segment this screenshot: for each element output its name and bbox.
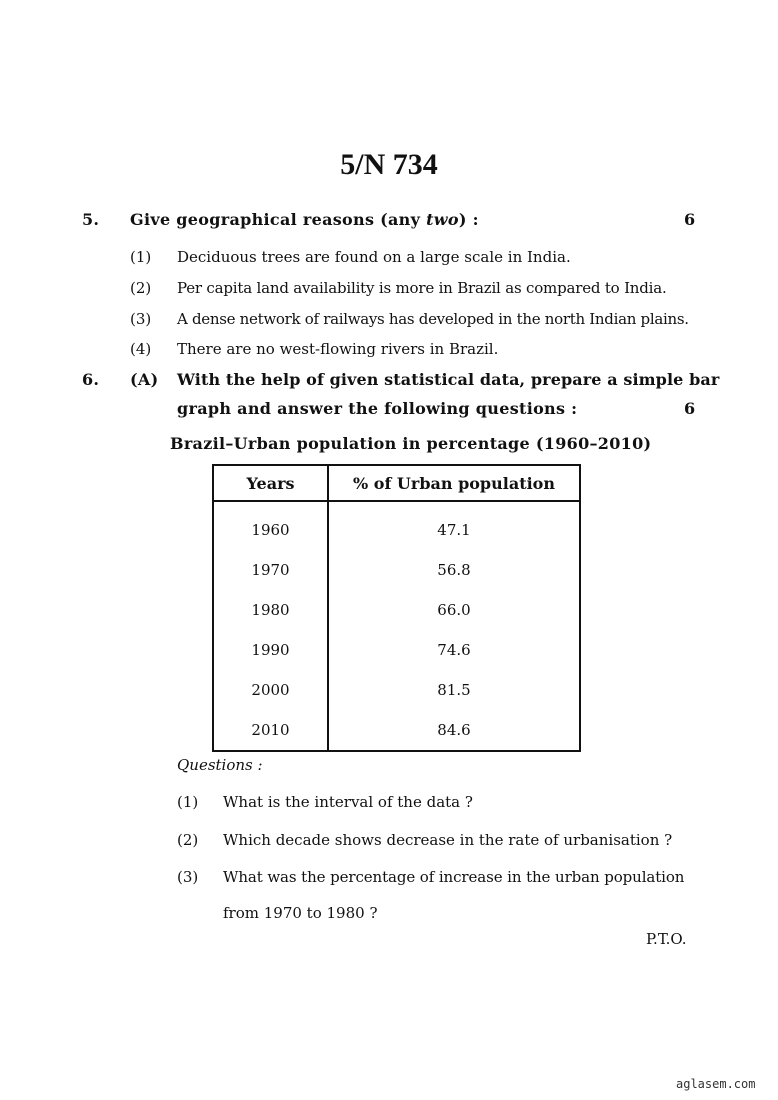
urban-population-table [212,464,581,752]
question-6-line2: graph and answer the following questions : [177,399,578,418]
question-6-line1: With the help of given statistical data, prepare a simple bar [177,370,720,389]
table-cell-value: 84.6 [328,710,580,751]
table-cell-value: 66.0 [328,590,580,630]
question-6-number: 6. [82,370,100,389]
table-cell-value: 47.1 [328,501,580,550]
q5-item-number: (3) [130,310,152,328]
q5-item-number: (1) [130,248,152,266]
table-header-percentage: % of Urban population [328,465,580,501]
q5-item-text: A dense network of railways has developed in the north Indian plains. [177,310,689,328]
table-cell-value: 56.8 [328,550,580,590]
q6-question-number: (2) [177,831,199,849]
question-5-prompt-em: two [426,210,459,229]
table-cell-year: 2010 [213,710,328,751]
table-row [213,501,580,550]
table-row [213,670,580,710]
table-cell-year: 1990 [213,630,328,670]
table-cell-year: 2000 [213,670,328,710]
page-title: 5/N 734 [340,148,438,181]
q6-question-number: (1) [177,793,199,811]
table-header-years: Years [213,465,328,501]
table-row [213,590,580,630]
table-cell-year: 1980 [213,590,328,630]
table-row [213,550,580,590]
pto-note: P.T.O. [646,930,687,948]
q6-question-text: What is the interval of the data ? [223,793,473,811]
question-5-marks: 6 [684,210,696,229]
q6-question-number: (3) [177,868,199,886]
q5-item-number: (4) [130,340,152,358]
question-6-marks: 6 [684,399,696,418]
q6-question-text: Which decade shows decrease in the rate of urbanisation ? [223,831,673,849]
table-cell-value: 74.6 [328,630,580,670]
q5-item-text: Per capita land availability is more in Brazil as compared to India. [177,279,667,297]
question-5-prompt-post: ) : [458,210,479,229]
table-title: Brazil–Urban population in percentage (1960–2010) [170,434,652,453]
q5-item-text: There are no west-flowing rivers in Brazil. [177,340,499,358]
table-cell-year: 1970 [213,550,328,590]
q5-item-text: Deciduous trees are found on a large scale in India. [177,248,571,266]
questions-label: Questions : [177,756,263,774]
q5-item-number: (2) [130,279,152,297]
question-5-prompt [130,210,479,229]
q6-question-text-continued: from 1970 to 1980 ? [223,904,378,922]
table-row [213,710,580,751]
table-cell-value: 81.5 [328,670,580,710]
watermark: aglasem.com [676,1077,756,1091]
q6-question-text: What was the percentage of increase in the urban population [223,868,685,886]
table-row [213,630,580,670]
question-5-prompt-pre: Give geographical reasons (any [130,210,427,229]
question-6-part: (A) [130,370,159,389]
table-cell-year: 1960 [213,501,328,550]
question-5-number: 5. [82,210,100,229]
